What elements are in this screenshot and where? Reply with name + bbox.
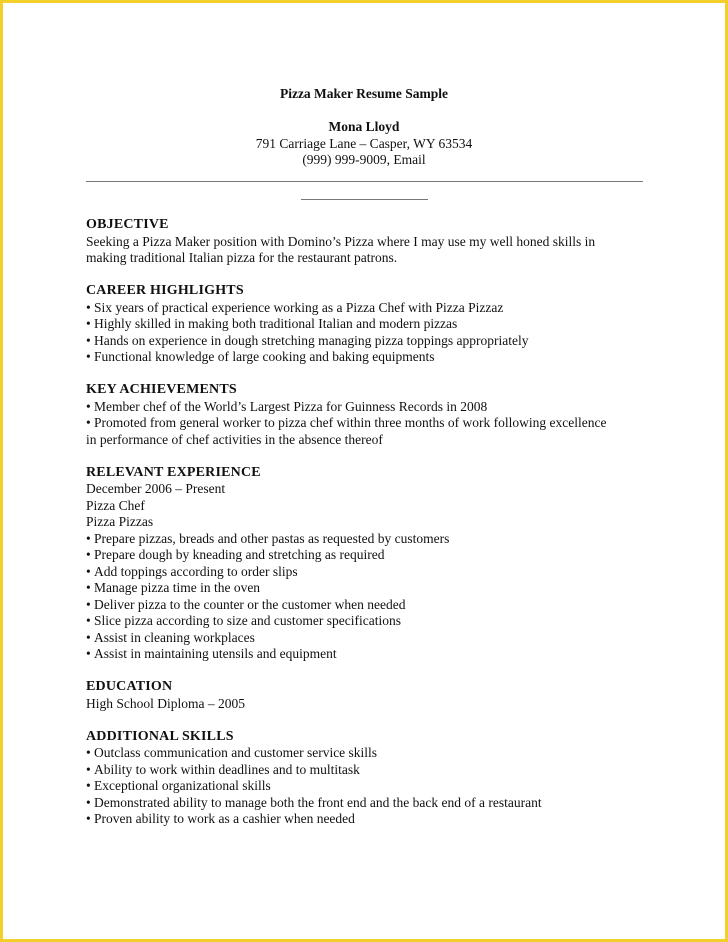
list-item (86, 564, 646, 581)
header-divider-short (301, 199, 428, 200)
objective-section (86, 217, 646, 267)
list-item (86, 778, 646, 795)
list-item-text: Add toppings according to order slips (94, 563, 298, 579)
section-heading: ADDITIONAL SKILLS (86, 728, 234, 744)
bullet-icon: • (86, 349, 91, 364)
bullet-icon: • (86, 596, 91, 612)
bullet-icon: • (86, 415, 91, 430)
list-item-text: Exceptional organizational skills (94, 778, 271, 793)
list-item (86, 795, 646, 812)
education-section (86, 679, 646, 712)
bullet-icon: • (86, 316, 91, 331)
header-divider-long (86, 181, 643, 182)
objective-line: Seeking a Pizza Maker position with Domino’s Pizza where I may use my well honed skills in (86, 233, 596, 249)
list-item-text: Highly skilled in making both traditional Italian and modern pizzas (94, 316, 458, 331)
bullet-icon: • (86, 778, 91, 793)
list-item-text: Assist in maintaining utensils and equipment (94, 646, 337, 661)
list-item (86, 613, 646, 630)
bullet-icon: • (86, 761, 91, 777)
list-item-text: Outclass communication and customer service skills (94, 745, 378, 760)
job-company: Pizza Pizzas (86, 514, 154, 529)
bullet-icon: • (86, 613, 91, 628)
list-item (86, 316, 646, 333)
list-item (86, 547, 646, 564)
bullet-icon: • (86, 398, 91, 414)
list-item-text: Proven ability to work as a cashier when needed (94, 811, 355, 826)
list-item-text: Deliver pizza to the counter or the customer when needed (94, 596, 406, 612)
list-item (86, 762, 646, 779)
career-highlights-section (86, 283, 646, 366)
bullet-icon: • (86, 629, 91, 645)
applicant-name: Mona Lloyd (328, 119, 400, 134)
education-line: High School Diploma – 2005 (86, 695, 245, 711)
list-item-text: Manage pizza time in the oven (94, 580, 261, 595)
list-item-text: Demonstrated ability to manage both the front end and the back end of a restaurant (94, 794, 542, 810)
section-heading: KEY ACHIEVEMENTS (86, 382, 237, 397)
bullet-icon: • (86, 530, 91, 546)
section-heading: CAREER HIGHLIGHTS (86, 283, 244, 298)
applicant-address: 791 Carriage Lane – Casper, WY 63534 (255, 136, 473, 151)
bullet-icon: • (86, 646, 91, 661)
document-title: Pizza Maker Resume Sample (279, 86, 449, 101)
list-item (86, 630, 646, 647)
list-item (86, 597, 646, 614)
list-item (86, 349, 646, 366)
list-item-text: Functional knowledge of large cooking and baking equipments (94, 349, 435, 364)
list-item (86, 399, 646, 416)
relevant-experience-section (86, 465, 646, 663)
list-item (86, 580, 646, 597)
list-item (86, 811, 646, 828)
section-heading: OBJECTIVE (86, 217, 169, 232)
list-item-text: Hands on experience in dough stretching managing pizza toppings appropriately (94, 332, 529, 348)
list-item-text: Member chef of the World’s Largest Pizza for Guinness Records in 2008 (94, 398, 488, 414)
resume-body (86, 217, 646, 844)
bullet-icon: • (86, 563, 91, 579)
bullet-icon: • (86, 811, 91, 826)
list-item (86, 646, 646, 663)
section-heading: EDUCATION (86, 679, 173, 694)
list-item-text: Prepare pizzas, breads and other pastas as requested by customers (94, 530, 450, 546)
job-dates: December 2006 – Present (86, 481, 226, 496)
bullet-icon: • (86, 745, 91, 760)
additional-skills-section (86, 729, 646, 828)
applicant-phone-email: (999) 999-9009, Email (302, 152, 426, 167)
bullet-icon: • (86, 299, 91, 315)
job-role: Pizza Chef (86, 497, 145, 513)
key-achievements-section (86, 382, 646, 448)
list-item-text: Assist in cleaning workplaces (94, 629, 255, 645)
list-item (86, 415, 646, 432)
objective-line: making traditional Italian pizza for the restaurant patrons. (86, 250, 398, 265)
bullet-icon: • (86, 332, 91, 348)
bullet-icon: • (86, 580, 91, 595)
list-item-text: Prepare dough by kneading and stretching as required (94, 547, 385, 562)
list-item-text: Ability to work within deadlines and to multitask (94, 761, 360, 777)
bullet-icon: • (86, 794, 91, 810)
list-item (86, 300, 646, 317)
list-item-continuation: in performance of chef activities in the absence thereof (86, 431, 383, 447)
list-item-text: Slice pizza according to size and customer specifications (94, 613, 402, 628)
list-item (86, 745, 646, 762)
list-item-text: Six years of practical experience working as a Pizza Chef with Pizza Pizzaz (94, 299, 504, 315)
list-item (86, 333, 646, 350)
list-item (86, 531, 646, 548)
bullet-icon: • (86, 547, 91, 562)
list-item-text: Promoted from general worker to pizza chef within three months of work following excellence (94, 415, 607, 430)
section-heading: RELEVANT EXPERIENCE (86, 464, 261, 480)
